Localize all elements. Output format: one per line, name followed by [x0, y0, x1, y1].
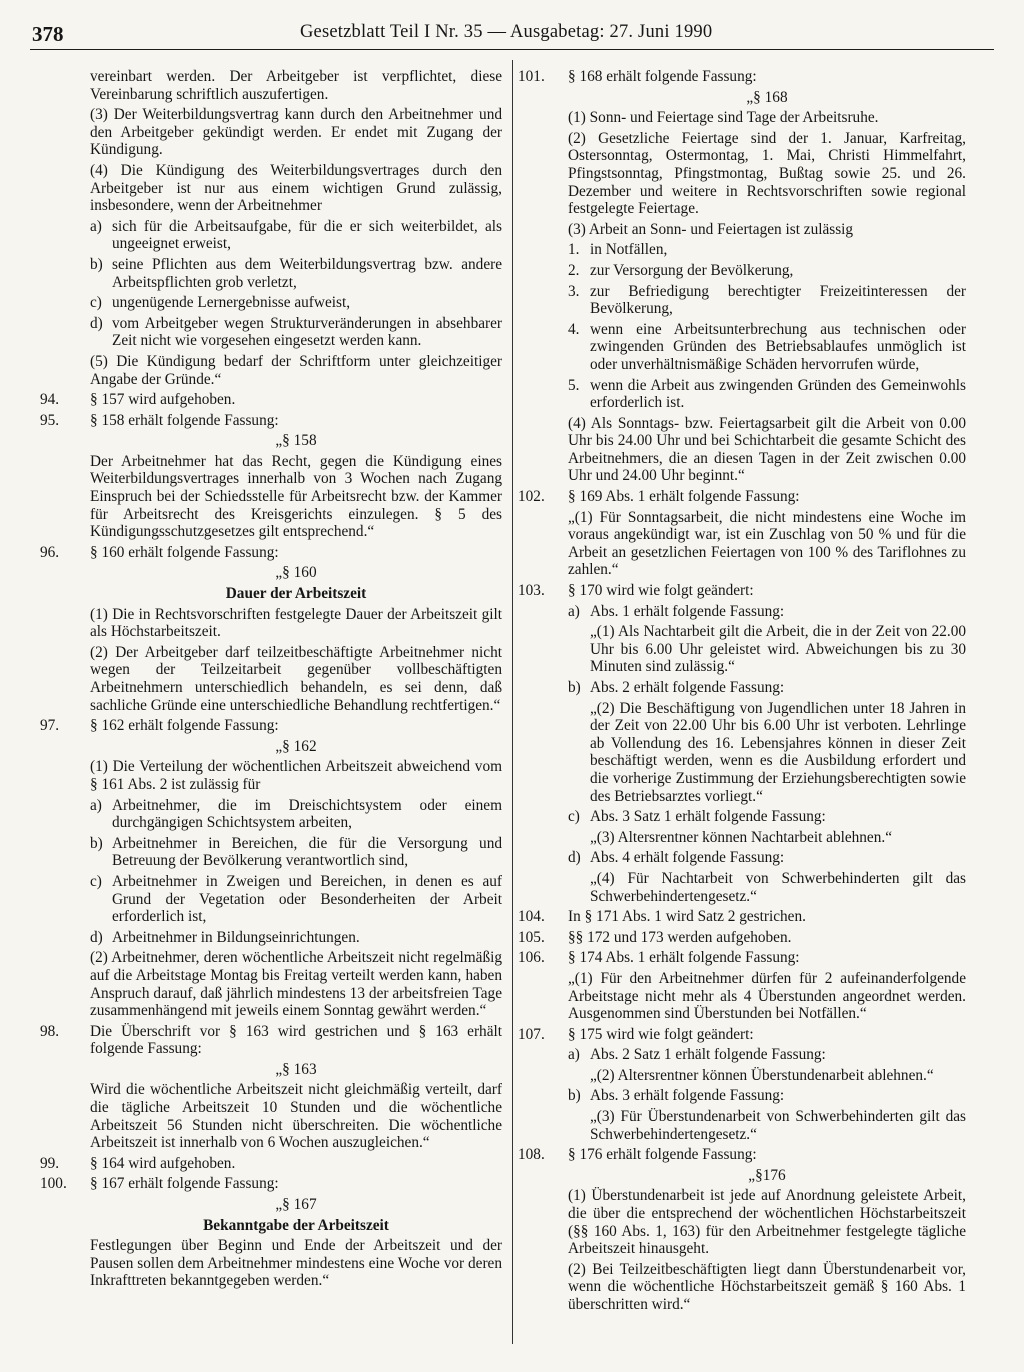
paragraph: (2) Arbeitnehmer, deren wöchentliche Arbeitszeit nicht regelmäßig auf die Arbeitstage Montag bis Freitag verteilt werden kann, haben Anspruch darauf, daß jährlich mindestens 13 der arbeitsfreien Tage zusammenhängend mit jeweils einem Sonntag gewährt werden.“	[90, 949, 502, 1020]
list-text: Abs. 4 erhält folgende Fassung:	[590, 849, 785, 867]
section-heading: Bekanntgabe der Arbeitszeit	[203, 1216, 389, 1234]
list-label: 4.	[568, 320, 580, 338]
item-text: In § 171 Abs. 1 wird Satz 2 gestrichen.	[568, 908, 806, 926]
list-item	[568, 321, 966, 374]
list-item	[90, 315, 502, 350]
paragraph: (2) Bei Teilzeitbeschäftigten liegt dann Überstundenarbeit vor, wenn die wöchentliche Höchstarbeitszeit gemäß § 160 Abs. 1 überschritten wird.“	[568, 1260, 966, 1313]
list-item	[568, 603, 966, 621]
section-number: „§ 160	[275, 564, 317, 582]
list-text: Arbeitnehmer in Zweigen und Bereichen, in denen es auf Grund der Vegetation oder Besonderheiten der Arbeit erforderlich ist,	[112, 872, 502, 926]
list-item	[90, 929, 502, 947]
item-text: § 174 Abs. 1 erhält folgende Fassung:	[568, 949, 800, 967]
list-item	[568, 377, 966, 412]
list-label: c)	[90, 872, 102, 890]
paragraph: (3) Der Weiterbildungsvertrag kann durch den Arbeitnehmer und den Arbeitgeber gekündigt werden. Er endet mit Zugang der Kündigung.	[90, 106, 502, 159]
list-label: a)	[90, 217, 102, 235]
paragraph: (4) Die Kündigung des Weiterbildungsvertrages durch den Arbeitgeber ist nur aus einem wichtigen Grund zulässig, insbesondere, wenn der Arbeitnehmer	[90, 161, 502, 215]
section-number: „§ 163	[275, 1060, 317, 1078]
list-item	[568, 1087, 966, 1105]
item-text: § 158 erhält folgende Fassung:	[90, 411, 279, 429]
list-text: seine Pflichten aus dem Weiterbildungsvertrag bzw. andere Arbeitspflichten grob verletzt,	[112, 255, 502, 291]
amendment-item	[40, 1023, 502, 1058]
item-text: Die Überschrift vor § 163 wird gestrichen und § 163 erhält folgende Fassung:	[90, 1022, 502, 1058]
list-text: Abs. 3 Satz 1 erhält folgende Fassung:	[590, 808, 826, 826]
list-text: Abs. 3 erhält folgende Fassung:	[590, 1087, 785, 1105]
amendment-item	[518, 68, 966, 86]
item-number: 106.	[518, 949, 545, 967]
item-number: 107.	[518, 1025, 545, 1043]
list-label: 1.	[568, 241, 580, 259]
item-number: 105.	[518, 928, 545, 946]
list-label: c)	[90, 294, 102, 312]
left-column	[40, 68, 502, 1293]
amendment-item	[40, 717, 502, 735]
list-item	[90, 797, 502, 832]
quoted-text: „(2) Die Beschäftigung von Jugendlichen unter 18 Jahren in der Zeit von 22.00 Uhr bis 6.00 Uhr ist verboten. Lehrlinge ab Vollendung des 16. Lebensjahres können in dieser Zeit beschäftigt werden, wenn es die Ausbildung erfordert und die vorherige Zustimmung der Erziehungsberechtigten sowie des Betriebsarztes vorliegt.“	[590, 699, 966, 805]
item-number: 95.	[40, 411, 60, 429]
item-text: § 157 wird aufgehoben.	[90, 391, 236, 409]
item-text: § 170 wird wie folgt geändert:	[568, 582, 754, 600]
item-number: 104.	[518, 908, 545, 926]
section-number: „§ 168	[746, 88, 788, 106]
item-text: § 164 wird aufgehoben.	[90, 1154, 236, 1172]
quoted-text: „(2) Altersrentner können Überstundenarbeit ablehnen.“	[590, 1066, 934, 1084]
item-text: § 168 erhält folgende Fassung:	[568, 68, 757, 85]
list-label: c)	[568, 808, 580, 826]
list-label: d)	[568, 849, 581, 867]
right-column	[518, 68, 966, 1317]
list-label: d)	[90, 928, 103, 946]
amendment-item	[518, 908, 966, 926]
amendment-item	[40, 1155, 502, 1173]
list-text: Abs. 2 erhält folgende Fassung:	[590, 679, 785, 696]
item-number: 99.	[40, 1154, 60, 1172]
paragraph: (1) Die Verteilung der wöchentlichen Arbeitszeit abweichend vom § 161 Abs. 2 ist zulässig für	[90, 758, 502, 793]
list-label: a)	[568, 602, 580, 620]
item-number: 94.	[40, 391, 60, 409]
item-text: § 160 erhält folgende Fassung:	[90, 543, 279, 561]
list-text: Arbeitnehmer, die im Dreischichtsystem oder einem durchgängigen Schichtsystem arbeiten,	[112, 796, 502, 832]
paragraph: (1) Sonn- und Feiertage sind Tage der Arbeitsruhe.	[568, 109, 879, 127]
item-number: 102.	[518, 488, 545, 506]
list-item	[90, 294, 502, 312]
column-divider	[512, 60, 513, 1344]
section-number: „§ 162	[275, 737, 317, 755]
list-text: Abs. 2 Satz 1 erhält folgende Fassung:	[590, 1046, 826, 1064]
list-label: 2.	[568, 261, 580, 279]
paragraph: (5) Die Kündigung bedarf der Schriftform unter gleichzeitiger Angabe der Gründe.“	[90, 352, 502, 388]
list-item	[90, 873, 502, 926]
item-number: 108.	[518, 1146, 545, 1164]
list-label: 5.	[568, 376, 580, 394]
list-text: zur Befriedigung berechtigter Freizeitinteressen der Bevölkerung,	[590, 282, 966, 318]
list-item	[90, 835, 502, 870]
item-text: § 176 erhält folgende Fassung:	[568, 1146, 757, 1164]
page-number: 378	[32, 22, 64, 46]
item-number: 101.	[518, 68, 545, 85]
list-text: sich für die Arbeitsaufgabe, für die er sich weiterbildet, als ungeeignet erweist,	[112, 217, 502, 253]
list-text: Arbeitnehmer in Bildungseinrichtungen.	[112, 928, 360, 946]
item-text: § 175 wird wie folgt geändert:	[568, 1025, 754, 1043]
list-item	[90, 218, 502, 253]
list-item	[568, 808, 966, 826]
item-number: 97.	[40, 717, 60, 735]
section-heading: Dauer der Arbeitszeit	[225, 585, 367, 603]
list-label: b)	[90, 834, 103, 852]
paragraph: Wird die wöchentliche Arbeitszeit nicht gleichmäßig verteilt, darf die tägliche Arbeitszeit 10 Stunden und die wöchentliche Arbeitszeit 56 Stunden nicht überschreiten. Die wöchentliche Arbeitszeit ist innerhalb von 6 Wochen auszugleichen.“	[90, 1081, 502, 1152]
quoted-text: „(3) Altersrentner können Nachtarbeit ablehnen.“	[590, 828, 892, 846]
list-item	[568, 849, 966, 867]
list-text: ungenügende Lernergebnisse aufweist,	[112, 294, 351, 312]
list-item	[568, 1046, 966, 1064]
quoted-text: „(4) Für Nachtarbeit von Schwerbehinderten gilt das Schwerbehindertengesetz.“	[590, 869, 966, 905]
amendment-item	[40, 1175, 502, 1193]
paragraph: Der Arbeitnehmer hat das Recht, gegen die Kündigung eines Weiterbildungsvertrages innerhalb von 3 Wochen nach Zugang Einspruch bei der Schiedsstelle für Arbeitsrecht bzw. der Kammer für Arbeitsrecht des Kreisgerichts einzulegen. § 5 des Kündigungsschutzgesetzes gilt entsprechend.“	[90, 452, 502, 541]
gazette-title: Gesetzblatt Teil I Nr. 35 — Ausgabetag: 27. Juni 1990	[300, 22, 713, 42]
quoted-text: „(1) Als Nachtarbeit gilt die Arbeit, die in der Zeit von 22.00 Uhr bis 6.00 Uhr geleistet wird. Abweichungen bis zu 30 Minuten sind zulässig.“	[590, 623, 966, 676]
list-item	[90, 256, 502, 291]
paragraph: (1) Überstundenarbeit ist jede auf Anordnung geleistete Arbeit, die über die entsprechend der wöchentlichen Höchstarbeitszeit (§§ 160 Abs. 1, 163) für den Arbeitnehmer festgelegte tägliche Arbeitszeit hinausgeht.	[568, 1187, 966, 1258]
list-label: b)	[568, 1087, 581, 1105]
item-number: 98.	[40, 1022, 60, 1040]
paragraph: vereinbart werden. Der Arbeitgeber ist verpflichtet, diese Vereinbarung schriftlich auszufertigen.	[90, 68, 502, 103]
item-text: §§ 172 und 173 werden aufgehoben.	[568, 928, 792, 946]
item-text: § 167 erhält folgende Fassung:	[90, 1175, 279, 1193]
list-text: Abs. 1 erhält folgende Fassung:	[590, 602, 785, 620]
list-label: a)	[568, 1046, 580, 1064]
paragraph: „(1) Für den Arbeitnehmer dürfen für 2 aufeinanderfolgende Arbeitstage nicht mehr als 4 Überstunden angeordnet werden. Ausgenommen sind Überstunden bei Notfällen.“	[568, 969, 966, 1023]
list-text: Arbeitnehmer in Bereichen, die für die Versorgung und Betreuung der Bevölkerung verantwortlich sind,	[112, 834, 502, 870]
list-item	[568, 679, 966, 697]
amendment-item	[40, 412, 502, 430]
list-text: vom Arbeitgeber wegen Strukturveränderungen in absehbarer Zeit nicht wie vorgesehen eingesetzt werden kann.	[112, 314, 502, 350]
list-label: a)	[90, 796, 102, 814]
amendment-item	[518, 949, 966, 967]
amendment-item	[518, 1146, 966, 1164]
list-label: d)	[90, 314, 103, 332]
list-text: wenn eine Arbeitsunterbrechung aus technischen oder zwingenden Gründen des Betriebsablaufes unmöglich ist oder unverhältnismäßige Schäden hervorrufen würde,	[590, 320, 966, 373]
amendment-item	[518, 488, 966, 506]
item-number: 100.	[40, 1175, 67, 1193]
amendment-item	[518, 929, 966, 947]
paragraph: (2) Gesetzliche Feiertage sind der 1. Januar, Karfreitag, Ostersonntag, Ostermontag, 1. Mai, Christi Himmelfahrt, Pfingstsonntag, Pfingstmontag, Bußtag sowie 25. und 26. Dezember und weitere in Rechtsvorschriften sowie regional festgelegte Feiertage.	[568, 129, 966, 218]
list-item	[568, 241, 966, 259]
quoted-text: „(3) Für Überstundenarbeit von Schwerbehinderten gilt das Schwerbehindertengesetz.“	[590, 1108, 966, 1143]
list-item	[568, 283, 966, 318]
list-text: in Notfällen,	[590, 241, 668, 259]
section-number: „§ 158	[275, 432, 317, 450]
amendment-item	[40, 544, 502, 562]
amendment-item	[40, 391, 502, 409]
paragraph: (1) Die in Rechtsvorschriften festgelegte Dauer der Arbeitszeit gilt als Höchstarbeitszeit.	[90, 605, 502, 641]
list-label: b)	[568, 679, 581, 696]
amendment-item	[518, 582, 966, 600]
list-text: zur Versorgung der Bevölkerung,	[590, 261, 794, 279]
item-text: § 169 Abs. 1 erhält folgende Fassung:	[568, 488, 800, 506]
amendment-item	[518, 1026, 966, 1044]
list-item	[568, 262, 966, 280]
item-number: 96.	[40, 543, 60, 561]
paragraph: (3) Arbeit an Sonn- und Feiertagen ist zulässig	[568, 220, 854, 238]
paragraph: (4) Als Sonntags- bzw. Feiertagsarbeit gilt die Arbeit von 0.00 Uhr bis 24.00 Uhr und bei Schichtarbeit die gesamte Schicht des Arbeitnehmers, die an diesen Tagen in der Zeit zwischen 0.00 Uhr und 24.00 Uhr beginnt.“	[568, 414, 966, 485]
section-number: „§176	[748, 1166, 786, 1184]
paragraph: „(1) Für Sonntagsarbeit, die nicht mindestens eine Woche im voraus angekündigt war, ist ein Zuschlag von 50 % und für die Arbeit an gesetzlichen Feiertagen von 100 % des Tariflohnes zu zahlen.“	[568, 508, 966, 579]
item-number: 103.	[518, 582, 545, 600]
section-number: „§ 167	[275, 1196, 317, 1214]
paragraph: (2) Der Arbeitgeber darf teilzeitbeschäftigte Arbeitnehmer nicht wegen der Teilzeitarbeit gegenüber vollbeschäftigten Arbeitnehmern unterschiedlich behandeln, es sei denn, daß sachliche Gründe eine unterschiedliche Behandlung rechtfertigen.“	[90, 643, 502, 714]
page-header	[0, 22, 1024, 52]
list-text: wenn die Arbeit aus zwingenden Gründen des Gemeinwohls erforderlich ist.	[590, 376, 966, 412]
paragraph: Festlegungen über Beginn und Ende der Arbeitszeit und der Pausen sollen dem Arbeitnehmer mindestens eine Woche vor deren Inkrafttreten bekanntgegeben werden.“	[90, 1237, 502, 1290]
list-label: 3.	[568, 282, 580, 300]
list-label: b)	[90, 255, 103, 273]
header-rule	[30, 49, 994, 50]
item-text: § 162 erhält folgende Fassung:	[90, 717, 279, 735]
